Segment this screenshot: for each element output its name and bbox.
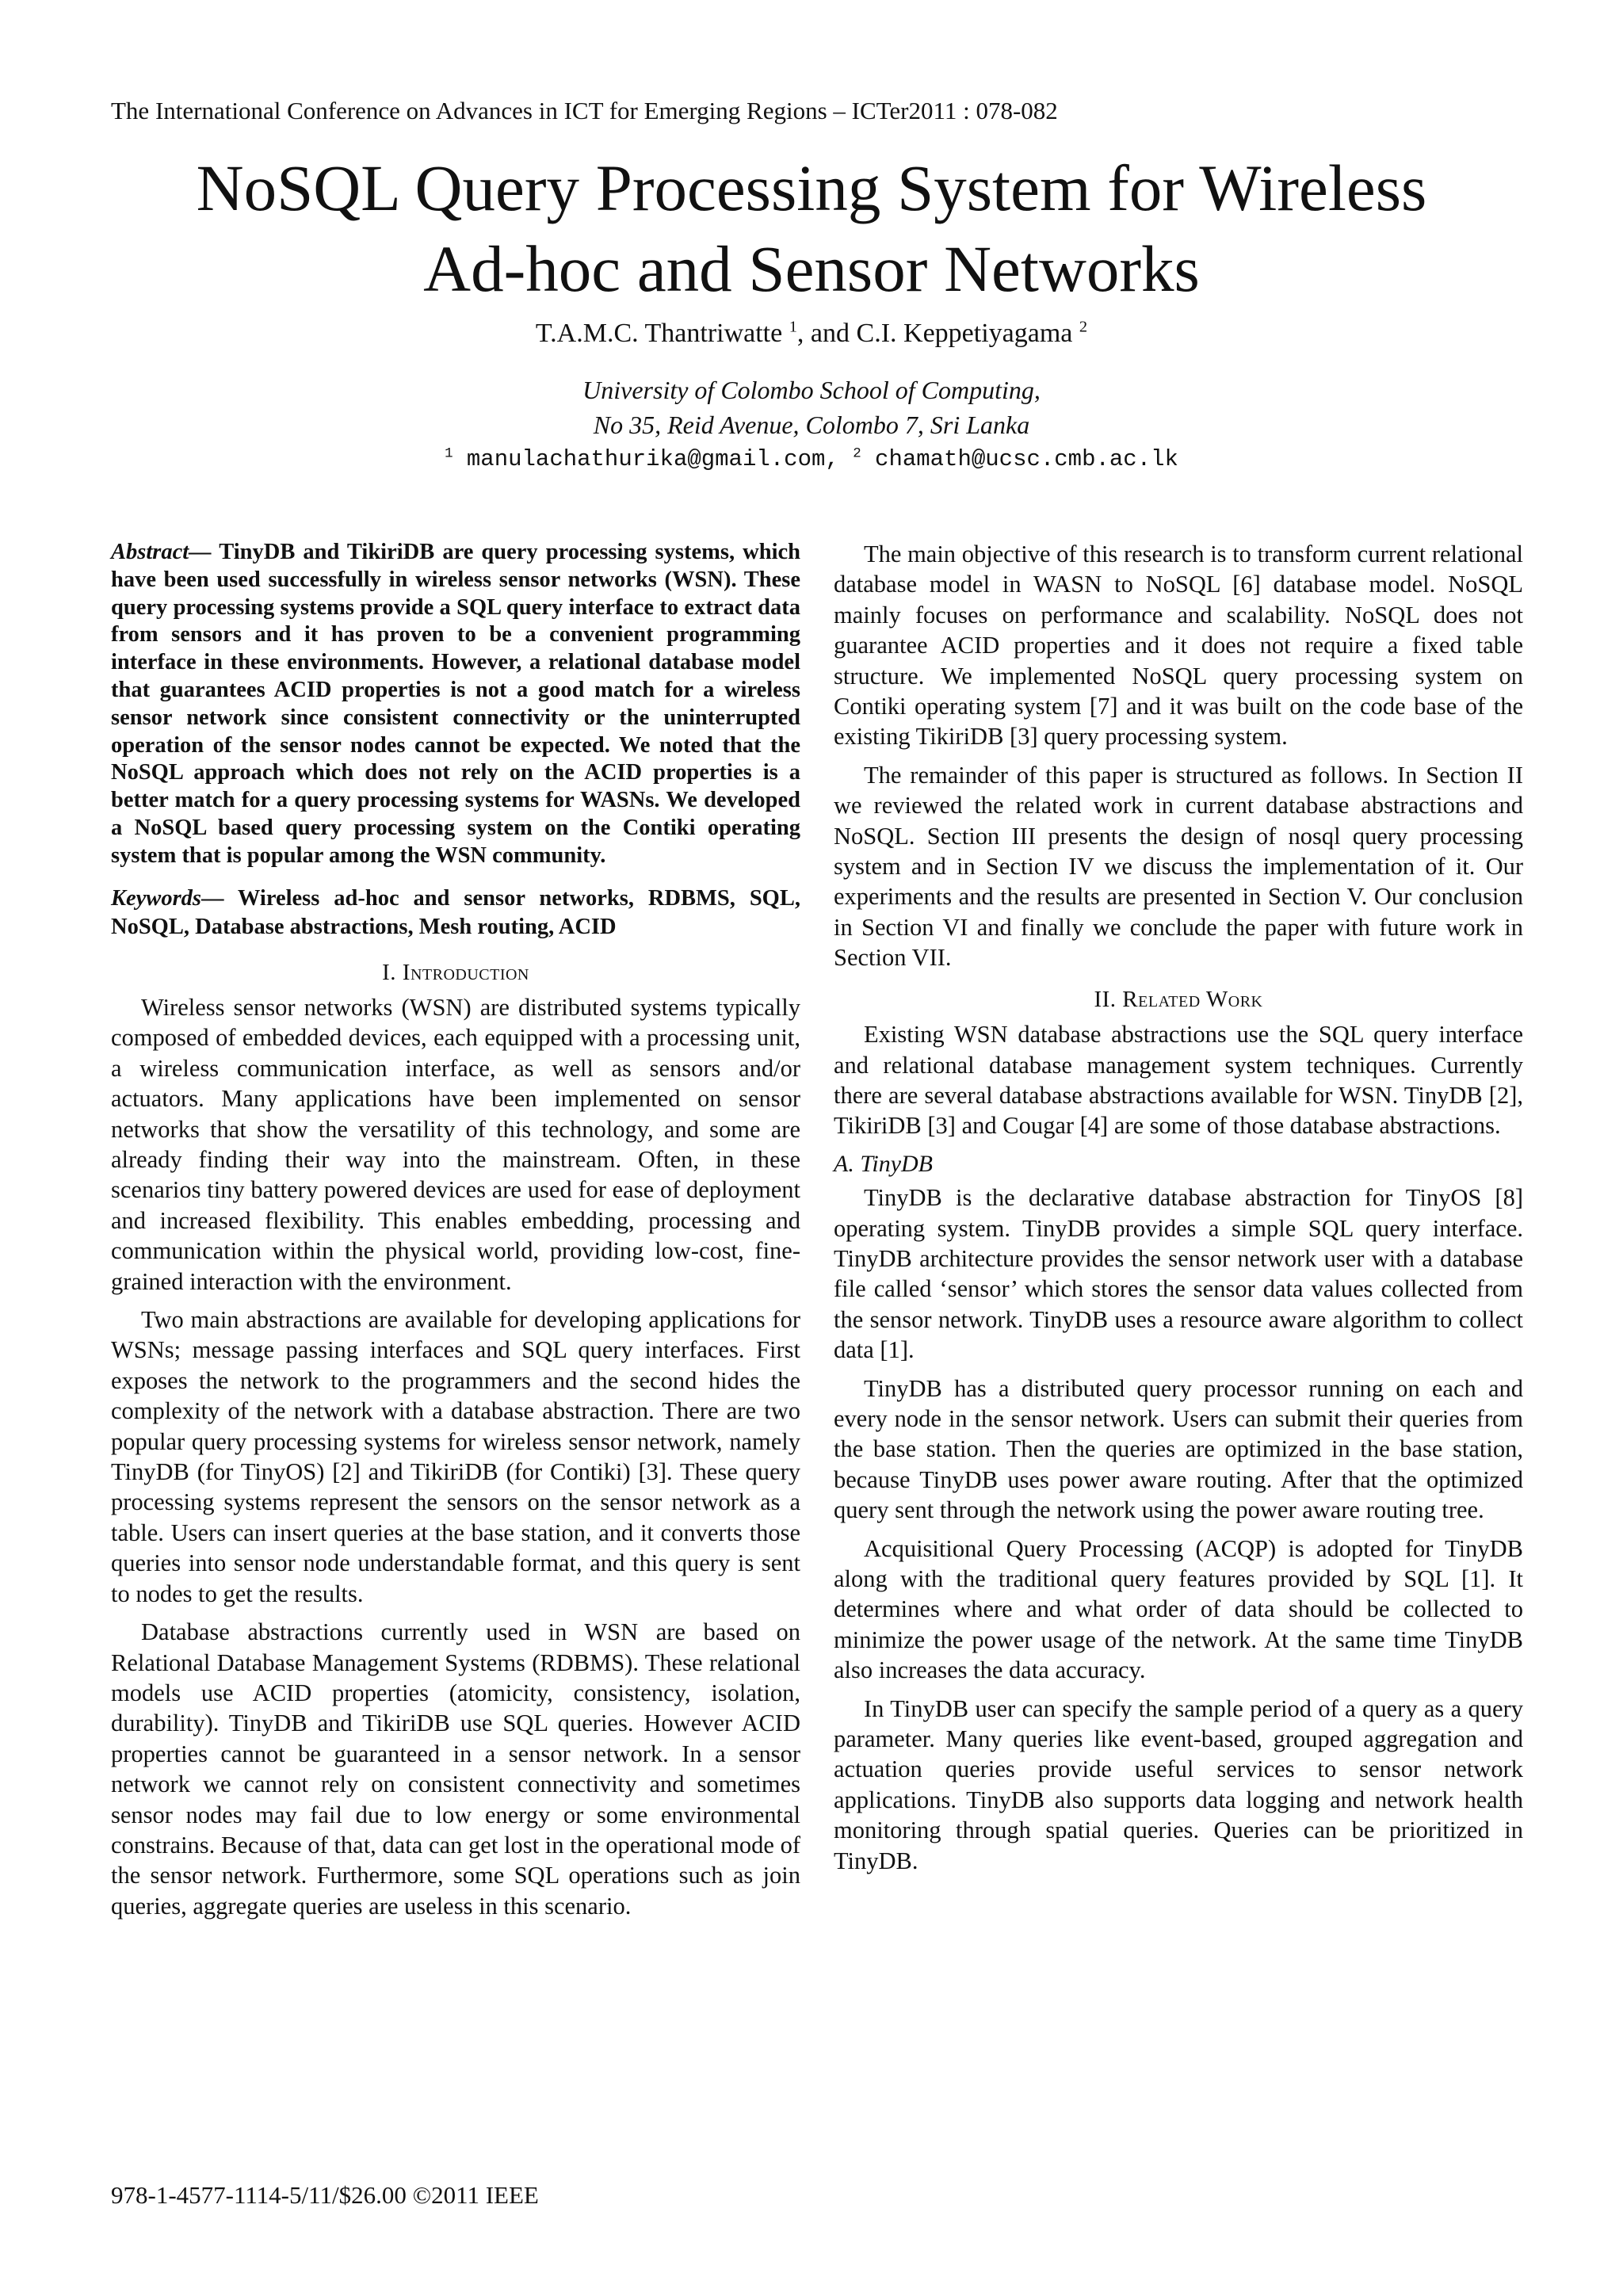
tinydb-paragraph: TinyDB has a distributed query processor running on each and every node in the sensor network. Users can submit their queries from the base station. Then the queries are optimized in the base station, because TinyDB uses power aware routing. After that the optimized query sent through the network using the power aware routing tree. (834, 1374, 1523, 1524)
right-column (834, 539, 1523, 1884)
section-heading-introduction (111, 957, 800, 988)
affiliation-line-1: University of Colombo School of Computing, (582, 376, 1041, 404)
title-line-1: NoSQL Query Processing System for Wireless (196, 151, 1427, 224)
author-emails (0, 446, 1623, 472)
affiliation-line-2: No 35, Reid Avenue, Colombo 7, Sri Lanka (593, 411, 1030, 439)
email-1: manulachathurika@gmail.com, (466, 446, 839, 472)
intro-paragraph: The remainder of this paper is structured as follows. In Section II we reviewed the related work in current database abstractions and NoSQL. Section III presents the design of nosql query processing system and in Section IV we discuss the implementation of it. Our experiments and the results are presented in Section V. Our conclusion in Section VI and finally we conclude the paper with future work in Section VII. (834, 761, 1523, 972)
tinydb-paragraph: TinyDB is the declarative database abstraction for TinyOS [8] operating system. TinyDB provides a simple SQL query interface. TinyDB architecture provides the sensor network user with a database file called ‘sensor’ which stores the sensor data values collected from the sensor network. TinyDB uses a resource aware algorithm to collect data [1]. (834, 1184, 1523, 1364)
keywords-text: — Wireless ad-hoc and sensor networks, RDBMS, SQL, NoSQL, Database abstractions, Mesh routing, ACID (111, 885, 800, 939)
keywords-label: Keywords (111, 885, 201, 911)
author-2-mark: 2 (1079, 318, 1088, 336)
intro-paragraph: Database abstractions currently used in WSN are based on Relational Database Management Systems (RDBMS). These relational models use ACID properties (atomicity, consistency, isolation, durability). TinyDB and TikiriDB use SQL queries. However ACID properties cannot be guaranteed in a sensor network. In a sensor network we cannot rely on consistent connectivity and sometimes sensor nodes may fail due to low energy or some environmental constrains. Because of that, data can get lost in the operational mode of the sensor network. Furthermore, some SQL operations such as join queries, aggregate queries are useless in this scenario. (111, 1618, 800, 1920)
tinydb-paragraph: Acquisitional Query Processing (ACQP) is adopted for TinyDB along with the traditional query features provided by SQL [1]. It determines where and what order of data should be collected to minimize the power usage of the network. At the same time TinyDB also increases the data accuracy. (834, 1534, 1523, 1684)
author-1: T.A.M.C. Thantriwatte (535, 319, 783, 348)
title-line-2: Ad-hoc and Sensor Networks (423, 232, 1200, 305)
left-column (111, 539, 800, 1929)
email-2-mark: 2 (853, 446, 861, 462)
section-1-title: Introduction (402, 959, 529, 985)
section-2-number: II. (1094, 986, 1117, 1012)
affiliation (0, 372, 1623, 442)
related-work-paragraph: Existing WSN database abstractions use the SQL query interface and relational database management system techniques. Currently there are several database abstractions available for WSN. TinyDB [2], TikiriDB [3] and Cougar [4] are some of those database abstractions. (834, 1021, 1523, 1140)
conference-header: The International Conference on Advances in ICT for Emerging Regions – ICTer2011 : 078-082 (111, 97, 1058, 124)
author-joiner: , and C.I. Keppetiyagama (796, 319, 1073, 348)
author-1-mark: 1 (789, 318, 797, 336)
copyright-footer: 978-1-4577-1114-5/11/$26.00 ©2011 IEEE (111, 2181, 539, 2209)
keywords (111, 884, 800, 942)
section-1-number: I. (382, 959, 397, 985)
authors (0, 319, 1623, 349)
intro-paragraph: Wireless sensor networks (WSN) are distributed systems typically composed of embedded devices, each equipped with a processing unit, a wireless communication interface, as well as sensors and/or actuators. Many applications have been implemented on sensor networks that show the versatility of this technology, and some are already finding their way into the mainstream. Often, in these scenarios tiny battery powered devices are used for ease of deployment and increased flexibility. This enables embedding, processing and communication within the physical world, providing low-cost, fine-grained interaction with the environment. (111, 993, 800, 1295)
section-2-title: Related Work (1122, 986, 1263, 1012)
email-1-mark: 1 (445, 446, 453, 462)
abstract-label: Abstract— (111, 540, 212, 564)
subsection-heading-tinydb: A. TinyDB (834, 1150, 933, 1177)
abstract-text: TinyDB and TikiriDB are query processing systems, which have been used successfully in wireless sensor networks (WSN). These query processing systems provide a SQL query interface to extract data from sensors and it has proven to be a convenient programming interface in these environments. However, a relational database model that guarantees ACID properties is not a good match for a wireless sensor network since consistent connectivity or the uninterrupted operation of the sensor nodes cannot be expected. We noted that the NoSQL approach which does not rely on the ACID properties is a better match for a query processing systems for WASNs. We developed a NoSQL based query processing system on the Contiki operating system that is popular among the WSN community. (111, 540, 800, 868)
tinydb-paragraph: In TinyDB user can specify the sample period of a query as a query parameter. Many queries like event-based, grouped aggregation and actuation queries provide useful services to sensor network applications. TinyDB also supports data logging and network health monitoring through spatial queries. Queries can be prioritized in TinyDB. (834, 1694, 1523, 1874)
paper-title (0, 147, 1623, 309)
intro-paragraph: The main objective of this research is to transform current relational database model in WASN to NoSQL [6] database model. NoSQL mainly focuses on performance and scalability. NoSQL does not guarantee ACID properties and it does not require a fixed table structure. We implemented NoSQL query processing system on Contiki operating system [7] and it was built on the code base of the existing TikiriDB [3] query processing system. (834, 541, 1523, 751)
intro-paragraph: Two main abstractions are available for developing applications for WSNs; message passing interfaces and SQL query interfaces. First exposes the network to the programmers and the second hides the complexity of the network with a database abstraction. There are two popular query processing systems for wireless sensor network, namely TinyDB (for TinyOS) [2] and TikiriDB (for Contiki) [3]. These query processing systems represent the sensors on the sensor network as a table. Users can insert queries at the base station, and it converts those queries into sensor node understandable format, and this query is sent to nodes to get the results. (111, 1306, 800, 1607)
section-heading-related-work (834, 984, 1523, 1014)
email-2: chamath@ucsc.cmb.ac.lk (875, 446, 1178, 472)
abstract (111, 539, 800, 870)
